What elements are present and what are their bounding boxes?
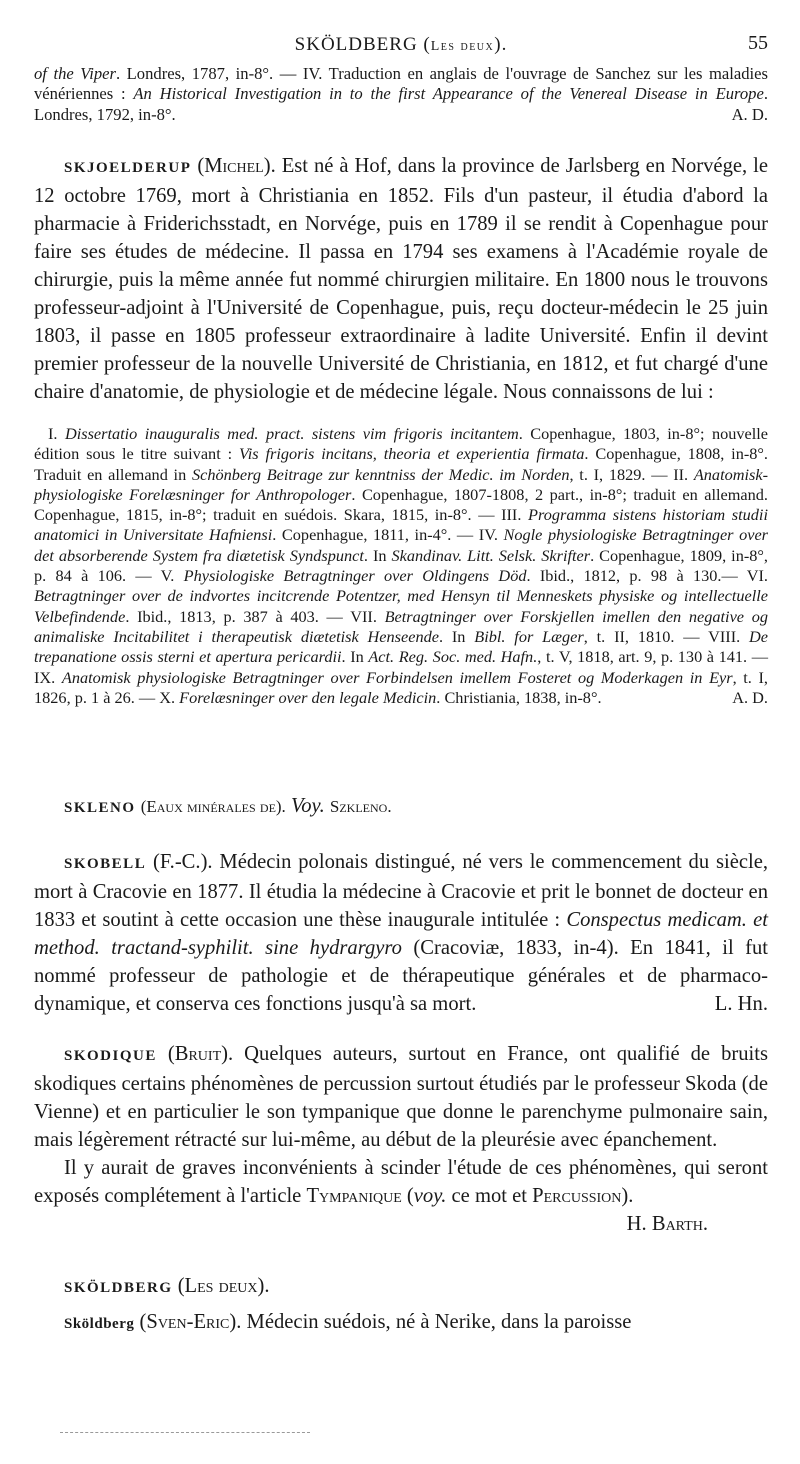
signature: L. Hn. (714, 993, 768, 1015)
entry-skoldberg: SKÖLDBERG (Les deux). (64, 1275, 270, 1297)
signature: H. Barth. (626, 1213, 708, 1235)
entry-skoldberg-sven: Sköldberg (Sven-Eric). Médecin suédois, né à Nerike, dans la paroisse (64, 1311, 632, 1333)
entry-skjoelderup: SKJOELDERUP (Michel). Est né à Hof, dans la province de Jarlsberg en Norvége, le 12 octobre 1769, mort à Christiania en 1852. Fils d'un pasteur, il étudia d'abord la pharmacie à Friderichsstadt, en Norvége, puis en 1789 il se rendit à Copenhague pour faire ses études de médecine. Il passa en 1794 ses examens à l'Académie royale de chirurgie, puis la même année fut nommé chirurgien militaire. En 1800 nous le trouvons professeur-adjoint à l'Université de Copenhague, puis, reçu docteur-médecin le 25 juin 1803, il passe en 1805 professeur extraordinaire à ladite Université. Enfin il devint premier professeur de la nouvelle Université de Christiania, en 1812, et fut chargé d'une chaire d'anatomie, de physiologie et de médecine légale. Nous connaissons de lui : (34, 155, 768, 403)
headword: SKOBELL (64, 856, 147, 872)
entry-skodique: SKODIQUE (Bruit). Quelques auteurs, surtout en France, ont qualifié de bruits skodiques certains phénomènes de percussion surtout étudiés par le professeur Skoda (de Vienne) et en particulier le son tympanique que donne le parenchyme pulmonaire sain, mais légèrement rétracté sur lui-même, au début de la pleurésie avec épanchement. Il y aurait de graves inconvénients à scinder l'étude de ces phénomènes, qui seront exposés complétement à l'article Tympanique (voy. ce mot et Percussion). H. Barth. (34, 1040, 768, 1238)
page-number: 55 (748, 32, 768, 54)
running-head (34, 34, 768, 58)
headword: SKÖLDBERG (64, 1280, 173, 1296)
prev-entry: of the Viper. Londres, 1787, in-8°. — IV. Traduction en anglais de l'ouvrage de Sanchez sur les maladies vénériennes : An Historical Investigation in to the first Appearance of the Venereal Disease in Europe. Londres, 1792, in-8°. A. D. (34, 64, 768, 124)
signature: A. D. (731, 104, 768, 124)
bibliography: I. Dissertatio inauguralis med. pract. sistens vim frigoris incitantem. Copenhague, 1803, in-8°; nouvelle édition sous le titre suivant : Vis frigoris incitans, theoria et experientia firmata. Copenhague, 1808, in-8°. Traduit en allemand in Schönberg Beitrage zur kenntniss der Medic. im Norden, t. I, 1829. — II. Anatomisk-physiologiske Forelæsninger for Anthropologer. Copenhague, 1807-1808, 2 part., in-8°; traduit en allemand. Copenhague, 1815, in-8°; traduit en suédois. Skara, 1815, in-8°. — III. Programma sistens historiam studii anatomici in Universitate Hafniensi. Copenhague, 1811, in-4°. — IV. Nogle physiologiske Betragtninger over det absorberende System fra diætetisk Syndspunct. In Skandinav. Litt. Selsk. Skrifter. Copenhague, 1809, in-8°, p. 84 à 106. — V. Physiologiske Betragtninger over Oldingens Död. Ibid., 1812, p. 98 à 130.— VI. Betragtninger over de indvortes incitcrende Potentzer, med Hensyn til Menneskets physiske og intellectuelle Velbefindende. Ibid., 1813, p. 387 à 403. — VII. Betragtninger over Forskjellen imellen den negative og animaliske Incitabilitet i therapeutisk diætetisk Henseende. In Bibl. for Læger, t. II, 1810. — VIII. De trepanatione ossis sterni et apertura pericardii. In Act. Reg. Soc. med. Hafn., t. V, 1818, art. 9, p. 130 à 141. — IX. Anatomisk physiologiske Betragtninger over Forbindelsen imellem Fosteret og Moderkagen in Eyr, t. I, 1826, p. 1 à 26. — X. Forelæsninger over den legale Medicin. Christiania, 1838, in-8°. A. D. (34, 424, 769, 707)
headword: SKODIQUE (64, 1048, 157, 1064)
headword: Sköldberg (64, 1316, 135, 1332)
headword: SKJOELDERUP (64, 160, 192, 176)
running-title: SKÖLDBERG (Les deux). (294, 34, 508, 55)
headword: SKLENO (64, 800, 136, 816)
bottom-rule (60, 1432, 310, 1433)
signature: A. D. (732, 687, 768, 707)
entry-skleno: SKLENO (Eaux minérales de). Voy. Szkleno. (64, 795, 392, 817)
entry-skobell: SKOBELL (F.-C.). Médecin polonais distingué, né vers le commencement du siècle, mort à Cracovie en 1877. Il étudia la médecine à Cracovie et prit le bonnet de docteur en 1833 et soutint à cette occasion une thèse inaugurale intitulée : Conspectus medicam. et method. tractand-syphilit. sine hydrargyro (Cracoviæ, 1833, in-4). En 1841, il fut nommé professeur de pathologie et de thérapeutique générales et de pharmaco-dynamique, et conserva ces fonctions jusqu'à sa mort. L. Hn. (34, 848, 768, 1018)
